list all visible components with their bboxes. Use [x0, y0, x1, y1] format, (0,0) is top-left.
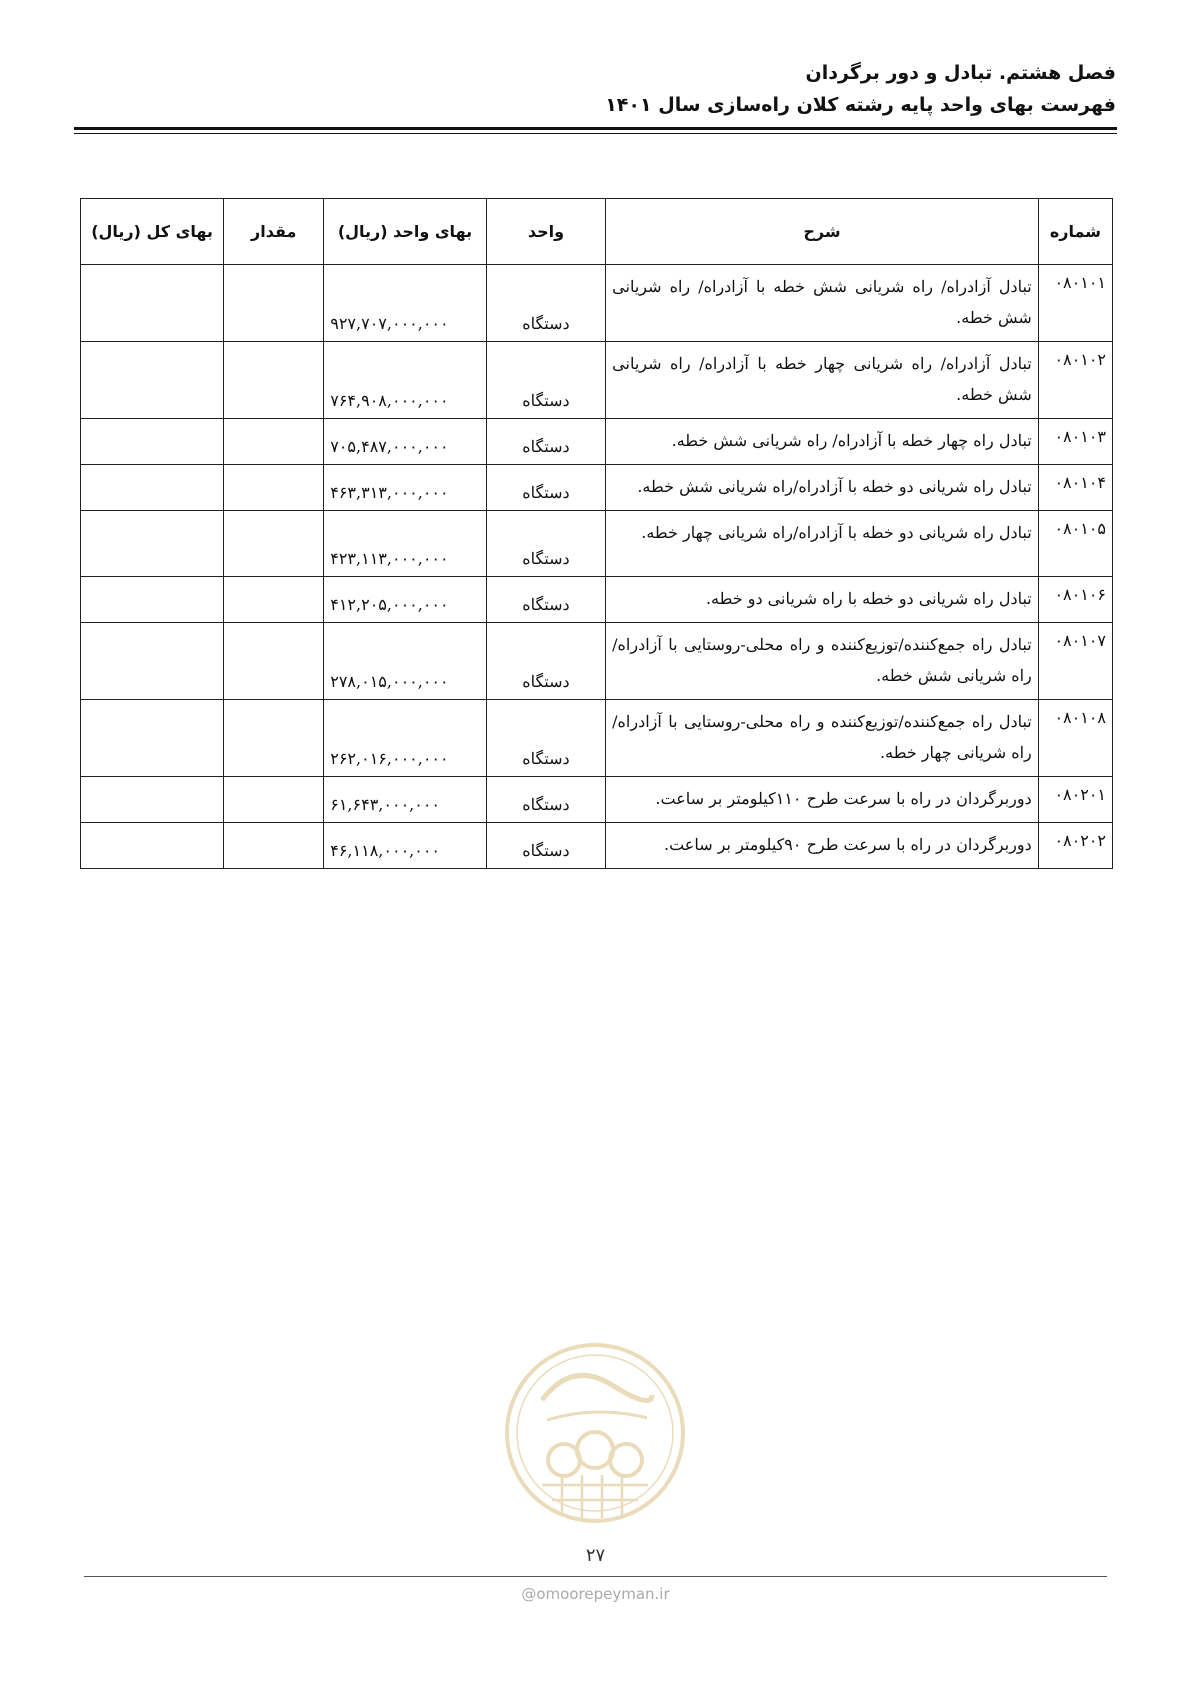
- row-code: ۰۸۰۱۰۵: [1038, 511, 1112, 577]
- row-unit-price: ۷۶۴,۹۰۸,۰۰۰,۰۰۰: [324, 342, 486, 419]
- row-unit-price: ۴۲۳,۱۱۳,۰۰۰,۰۰۰: [324, 511, 486, 577]
- row-total: [81, 419, 224, 465]
- row-quantity: [224, 777, 324, 823]
- row-unit: دستگاه: [486, 419, 605, 465]
- chapter-title: فصل هشتم. تبادل و دور برگردان: [805, 62, 1116, 84]
- col-header-code: شماره: [1038, 199, 1112, 265]
- row-total: [81, 511, 224, 577]
- row-unit: دستگاه: [486, 265, 605, 342]
- row-unit: دستگاه: [486, 777, 605, 823]
- row-code: ۰۸۰۱۰۳: [1038, 419, 1112, 465]
- table-header-row: [81, 199, 1113, 265]
- row-unit-price: ۲۷۸,۰۱۵,۰۰۰,۰۰۰: [324, 623, 486, 700]
- row-code: ۰۸۰۲۰۲: [1038, 823, 1112, 869]
- row-code: ۰۸۰۱۰۶: [1038, 577, 1112, 623]
- footer-watermark: @omoorepeyman.ir: [521, 1585, 670, 1603]
- row-unit: دستگاه: [486, 342, 605, 419]
- row-quantity: [224, 465, 324, 511]
- row-description: تبادل آزادراه/ راه شریانی شش خطه با آزادراه/ راه شریانی شش خطه.: [606, 265, 1039, 342]
- col-header-total: بهای کل (ریال): [81, 199, 224, 265]
- row-description: تبادل راه شریانی دو خطه با آزادراه/راه شریانی شش خطه.: [606, 465, 1039, 511]
- row-unit-price: ۹۲۷,۷۰۷,۰۰۰,۰۰۰: [324, 265, 486, 342]
- row-quantity: [224, 419, 324, 465]
- col-header-desc: شرح: [606, 199, 1039, 265]
- row-quantity: [224, 342, 324, 419]
- watermark-seal-icon: [502, 1340, 688, 1526]
- row-code: ۰۸۰۱۰۷: [1038, 623, 1112, 700]
- row-code: ۰۸۰۱۰۴: [1038, 465, 1112, 511]
- row-total: [81, 823, 224, 869]
- document-subtitle: فهرست بهای واحد پایه رشته کلان راه‌سازی سال ۱۴۰۱: [605, 94, 1116, 116]
- row-unit: دستگاه: [486, 511, 605, 577]
- table-row: [81, 465, 1113, 511]
- row-quantity: [224, 700, 324, 777]
- row-unit-price: ۷۰۵,۴۸۷,۰۰۰,۰۰۰: [324, 419, 486, 465]
- header-rule-thin: [74, 133, 1117, 134]
- row-unit-price: ۴۱۲,۲۰۵,۰۰۰,۰۰۰: [324, 577, 486, 623]
- row-total: [81, 465, 224, 511]
- row-description: تبادل راه جمع‌کننده/توزیع‌کننده و راه محلی-روستایی با آزادراه/ راه شریانی چهار خطه.: [606, 700, 1039, 777]
- row-total: [81, 577, 224, 623]
- row-unit: دستگاه: [486, 465, 605, 511]
- row-quantity: [224, 623, 324, 700]
- page-number: ۲۷: [585, 1545, 606, 1566]
- row-code: ۰۸۰۱۰۱: [1038, 265, 1112, 342]
- row-description: تبادل راه شریانی دو خطه با راه شریانی دو خطه.: [606, 577, 1039, 623]
- row-description: تبادل راه شریانی دو خطه با آزادراه/راه شریانی چهار خطه.: [606, 511, 1039, 577]
- row-unit: دستگاه: [486, 623, 605, 700]
- price-table: [80, 198, 1113, 869]
- row-total: [81, 777, 224, 823]
- row-description: تبادل راه چهار خطه با آزادراه/ راه شریانی شش خطه.: [606, 419, 1039, 465]
- table-row: [81, 777, 1113, 823]
- table-row: [81, 265, 1113, 342]
- col-header-unit: واحد: [486, 199, 605, 265]
- footer-rule: [84, 1576, 1107, 1577]
- row-total: [81, 623, 224, 700]
- row-description: دوربرگردان در راه با سرعت طرح ۹۰کیلومتر بر ساعت.: [606, 823, 1039, 869]
- table-row: [81, 577, 1113, 623]
- header-rule-thick: [74, 127, 1117, 130]
- table-row: [81, 623, 1113, 700]
- row-description: تبادل راه جمع‌کننده/توزیع‌کننده و راه محلی-روستایی با آزادراه/ راه شریانی شش خطه.: [606, 623, 1039, 700]
- row-quantity: [224, 511, 324, 577]
- page-header: [75, 58, 1116, 120]
- row-unit-price: ۲۶۲,۰۱۶,۰۰۰,۰۰۰: [324, 700, 486, 777]
- col-header-qty: مقدار: [224, 199, 324, 265]
- row-unit: دستگاه: [486, 823, 605, 869]
- row-total: [81, 265, 224, 342]
- row-unit: دستگاه: [486, 577, 605, 623]
- row-unit: دستگاه: [486, 700, 605, 777]
- table-row: [81, 342, 1113, 419]
- row-unit-price: ۶۱,۶۴۳,۰۰۰,۰۰۰: [324, 777, 486, 823]
- row-code: ۰۸۰۲۰۱: [1038, 777, 1112, 823]
- table-row: [81, 511, 1113, 577]
- row-description: دوربرگردان در راه با سرعت طرح ۱۱۰کیلومتر بر ساعت.: [606, 777, 1039, 823]
- row-unit-price: ۴۶۳,۳۱۳,۰۰۰,۰۰۰: [324, 465, 486, 511]
- row-quantity: [224, 577, 324, 623]
- row-total: [81, 342, 224, 419]
- row-unit-price: ۴۶,۱۱۸,۰۰۰,۰۰۰: [324, 823, 486, 869]
- row-quantity: [224, 265, 324, 342]
- table-row: [81, 823, 1113, 869]
- row-quantity: [224, 823, 324, 869]
- row-code: ۰۸۰۱۰۲: [1038, 342, 1112, 419]
- table-row: [81, 419, 1113, 465]
- col-header-unit-price: بهای واحد (ریال): [324, 199, 486, 265]
- table-row: [81, 700, 1113, 777]
- row-total: [81, 700, 224, 777]
- row-code: ۰۸۰۱۰۸: [1038, 700, 1112, 777]
- row-description: تبادل آزادراه/ راه شریانی چهار خطه با آزادراه/ راه شریانی شش خطه.: [606, 342, 1039, 419]
